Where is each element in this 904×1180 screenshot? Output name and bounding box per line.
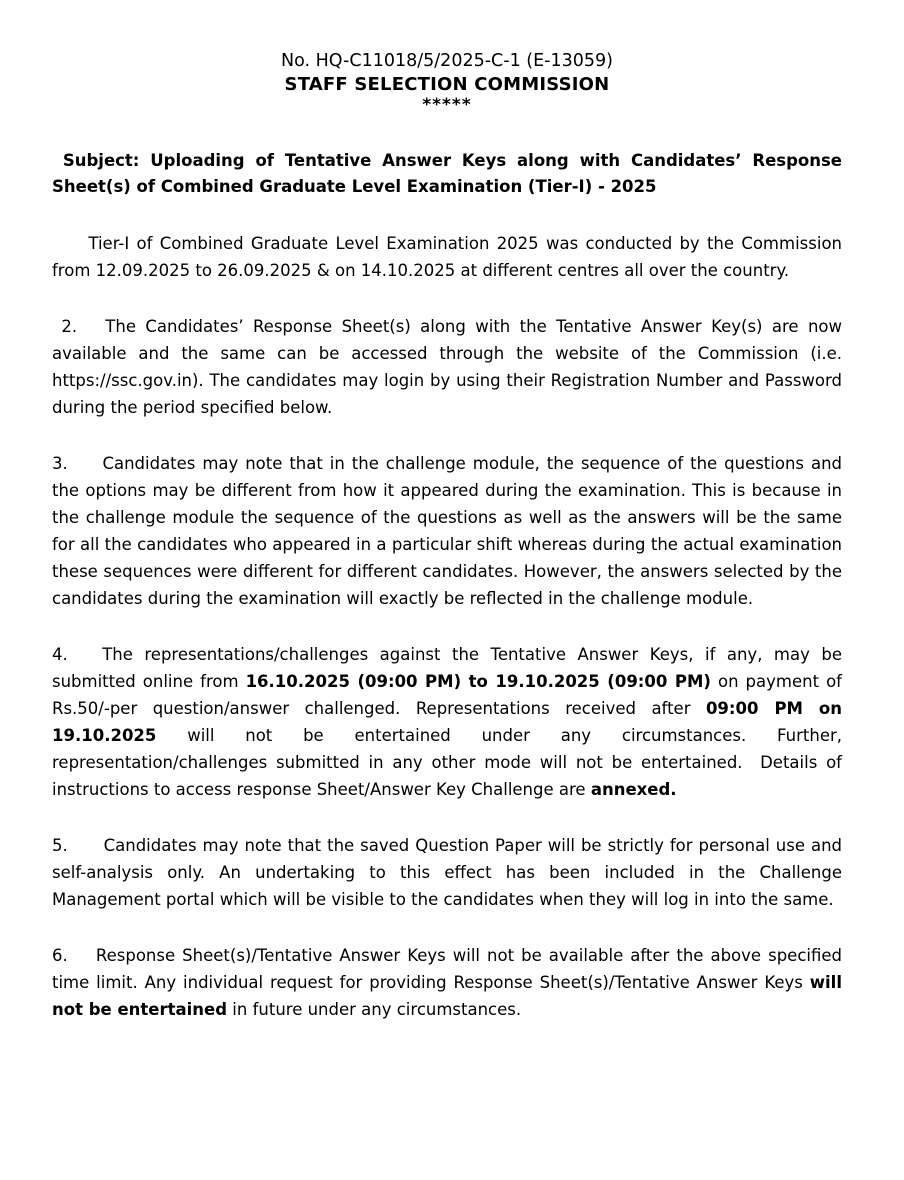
document-header <box>52 50 842 114</box>
organization-name: STAFF SELECTION COMMISSION <box>284 74 610 95</box>
paragraph-2: 2. The Candidates’ Response Sheet(s) along with the Tentative Answer Key(s) are now available and the same can be accessed through the website of the Commission (i.e. https://ssc.gov.in). The candidates may login by using their Registration Number and Password during the period specified below. <box>52 317 842 417</box>
separator-stars: ***** <box>422 95 472 115</box>
paragraph-4: 4. The representations/challenges against the Tentative Answer Keys, if any, may be submitted online from 16.10.2025 (09:00 PM) to 19.10.2025 (09:00 PM) on payment of Rs.50/-per question/answer challenged. Representations received after 09:00 PM on 19.10.2025 will not be entertained under any circumstances. Further, representation/challenges submitted in any other mode will not be entertained. Details of instructions to access response Sheet/Answer Key Challenge are annexed. <box>52 645 843 799</box>
paragraph-1: Tier-I of Combined Graduate Level Examination 2025 was conducted by the Commission from 12.09.2025 to 26.09.2025 & on 14.10.2025 at different centres all over the country. <box>52 234 842 280</box>
document-body <box>52 230 842 1023</box>
paragraph-5: 5. Candidates may note that the saved Question Paper will be strictly for personal use and self-analysis only. An undertaking to this effect has been included in the Challenge Management portal which will be visible to the candidates when they will log in into the same. <box>52 836 842 909</box>
paragraph-3: 3. Candidates may note that in the challenge module, the sequence of the questions and the options may be different from how it appeared during the examination. This is because in the challenge module the sequence of the questions as well as the answers will be the same for all the candidates who appeared in a particular shift whereas during the actual examination these sequences were different for different candidates. However, the answers selected by the candidates during the examination will exactly be reflected in the challenge module. <box>52 454 842 608</box>
reference-number: No. HQ-C11018/5/2025-C-1 (E-13059) <box>281 51 613 71</box>
paragraph-6: 6. Response Sheet(s)/Tentative Answer Keys will not be available after the above specified time limit. Any individual request for providing Response Sheet(s)/Tentative Answer Keys will not be entertained in future under any circumstances. <box>52 946 842 1019</box>
subject-heading: Subject: Uploading of Tentative Answer Keys along with Candidates’ Response Sheet(s) of Combined Graduate Level Examination (Tier-I) - 2025 <box>52 151 842 196</box>
